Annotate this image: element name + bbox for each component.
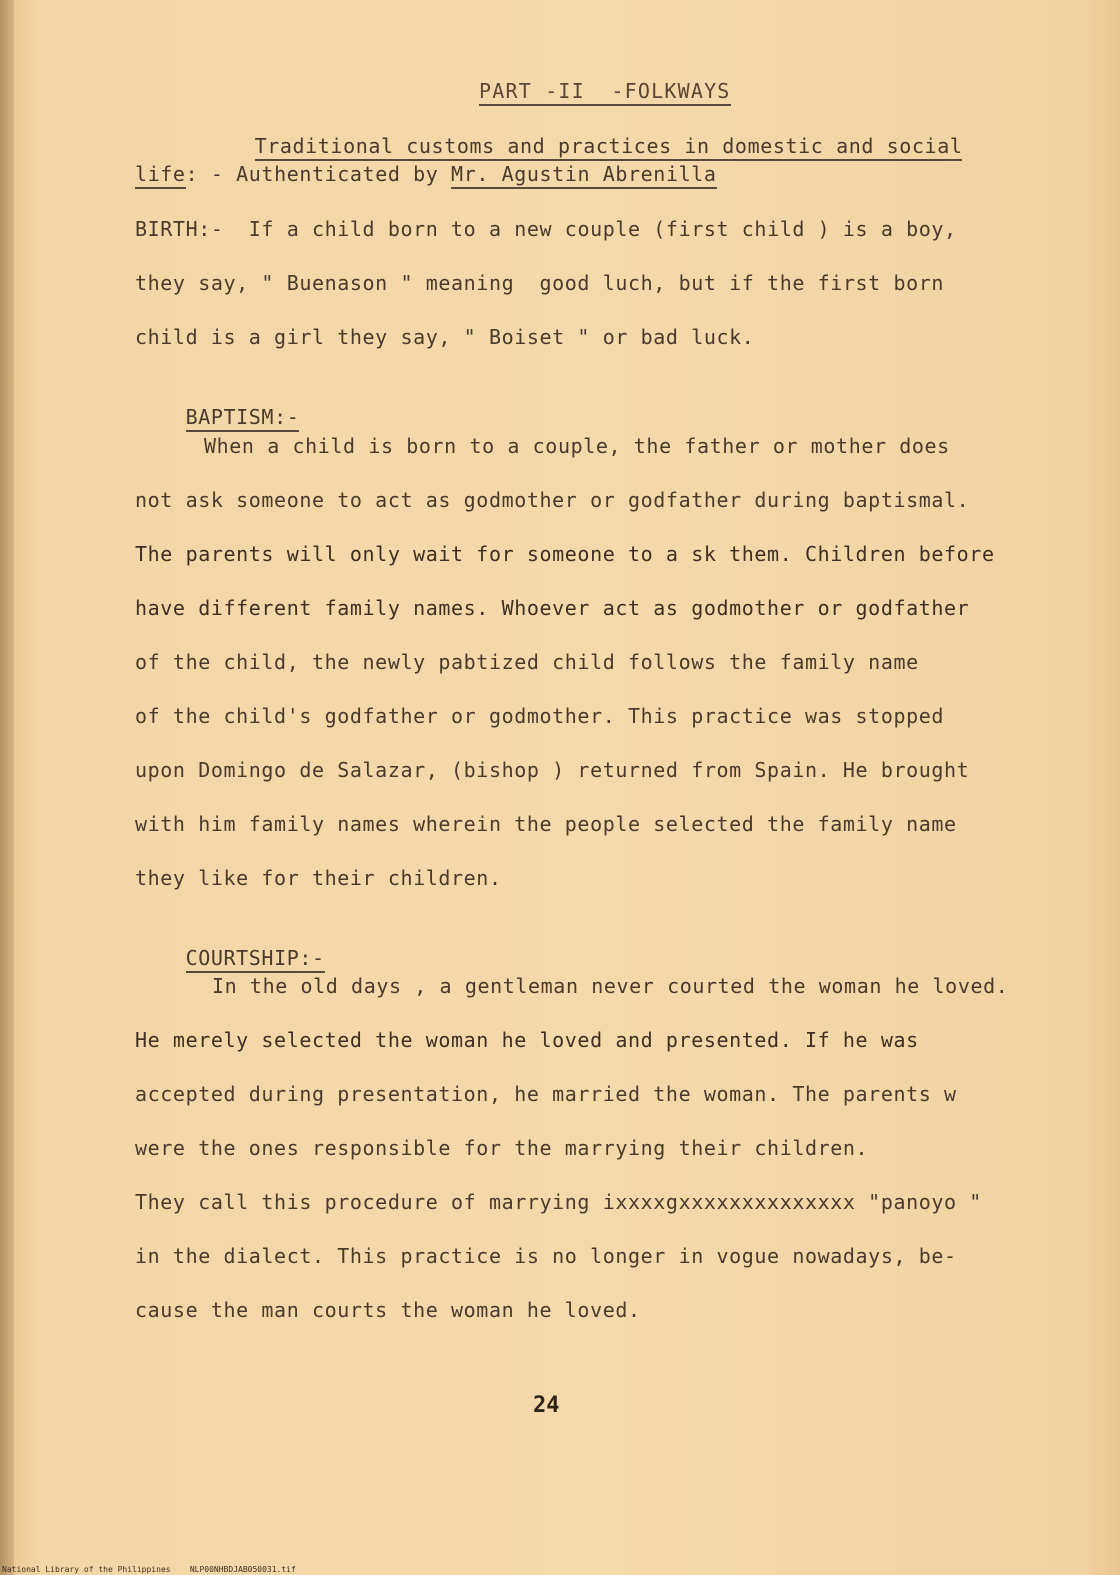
birth-line-3: child is a girl they say, " Boiset " or bad luck. [135, 325, 755, 349]
page-title: PART -II -FOLKWAYS [426, 52, 731, 130]
section-heading-line-2 [135, 161, 717, 187]
courtship-line-4: were the ones responsible for the marrying their children. [135, 1136, 869, 1160]
baptism-line-5: of the child, the newly pabtized child follows the family name [135, 650, 919, 674]
baptism-line-2: not ask someone to act as godmother or godfather during baptismal. [135, 488, 970, 512]
section-heading-line-1: Traditional customs and practices in domestic and social [204, 107, 962, 185]
baptism-line-9: they like for their children. [135, 866, 502, 890]
courtship-label: COURTSHIP:- [135, 919, 325, 997]
baptism-line-1: When a child is born to a couple, the father or mother does [204, 434, 950, 458]
baptism-line-6: of the child's godfather or godmother. This practice was stopped [135, 704, 945, 728]
authenticated-by-text: : - Authenticated by [185, 162, 452, 186]
courtship-line-2: He merely selected the woman he loved and presented. If he was [135, 1028, 919, 1052]
baptism-line-4: have different family names. Whoever act as godmother or godfather [135, 596, 970, 620]
page-number: 24 [533, 1393, 560, 1418]
life-label: life [135, 162, 186, 189]
courtship-line-3: accepted during presentation, he married the woman. The parents w [135, 1082, 957, 1106]
baptism-line-7: upon Domingo de Salazar, (bishop ) returned from Spain. He brought [135, 758, 970, 782]
authenticator-name: Mr. Agustin Abrenilla [451, 162, 716, 189]
scan-footer: National Library of the Philippines NLP00NHBDJAB050031.tif [2, 1565, 296, 1574]
birth-line-2: they say, " Buenason " meaning good luch, but if the first born [135, 271, 945, 295]
courtship-line-1: In the old days , a gentleman never courted the woman he loved. [212, 974, 1009, 998]
courtship-line-7: cause the man courts the woman he loved. [135, 1298, 641, 1322]
birth-label: BIRTH:- [135, 217, 224, 241]
baptism-line-8: with him family names wherein the people selected the family name [135, 812, 957, 836]
baptism-label: BAPTISM:- [135, 378, 299, 456]
courtship-line-5: They call this procedure of marrying ixxxxgxxxxxxxxxxxxxx "panoyo " [135, 1190, 982, 1214]
courtship-line-6: in the dialect. This practice is no longer in vogue nowadays, be- [135, 1244, 957, 1268]
baptism-line-3: The parents will only wait for someone to a sk them. Children before [135, 542, 995, 566]
birth-line-1: BIRTH:- If a child born to a new couple (first child ) is a boy, [135, 217, 957, 241]
page-binding-edge [0, 0, 14, 1575]
